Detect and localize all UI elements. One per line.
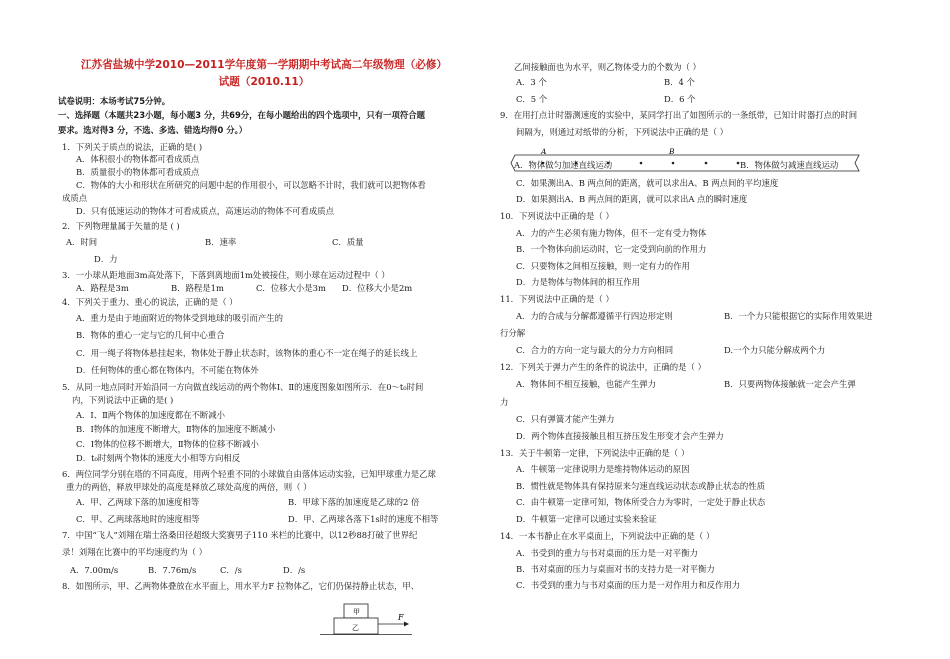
q6-option-a: A．甲、乙两球下落的加速度相等 xyxy=(76,497,200,507)
section1-heading-cont: 要求。选对得3 分，不选、多选、错选均得0 分。） xyxy=(58,125,248,135)
q6-option-d: D．甲、乙两球各落下1s时的速度不相等 xyxy=(288,514,439,524)
question-12: 12．下列关于弹力产生的条件的说法中，正确的是（ ） xyxy=(500,362,706,372)
q9-option-a: A．物体做匀加速直线运动 xyxy=(514,160,613,170)
question-8-cont: 乙间接触面也为水平，则乙物体受力的个数为（ ） xyxy=(514,62,701,72)
q1-option-a: A．体积很小的物体都可看成质点 xyxy=(76,154,200,164)
question-5: 5．从同一地点同时开始沿同一方向做直线运动的两个物体Ⅰ、Ⅱ的速度图象如图所示．在0～t₀时间 xyxy=(62,382,424,392)
tape-dot xyxy=(705,162,708,165)
question-1: 1．下列关于质点的说法，正确的是( ) xyxy=(62,142,203,152)
q1-option-b: B．质量很小的物体都可看成质点 xyxy=(76,167,200,177)
question-4: 4．下列关于重力、重心的说法，正确的是（ ） xyxy=(62,297,238,307)
q12-option-c: C．只有弹簧才能产生弹力 xyxy=(516,414,615,424)
label-yi: 乙 xyxy=(352,624,359,632)
q11-option-c: C．合力的方向一定与最大的分力方向相同 xyxy=(516,345,674,355)
question-14: 14．一本书静止在水平桌面上，下列说法中正确的是（ ） xyxy=(500,531,715,541)
q10-option-d: D．力是物体与物体间的相互作用 xyxy=(516,277,640,287)
q7-option-d: D．/s xyxy=(283,565,306,575)
question-9: 9．在用打点计时器测速度的实验中，某同学打出了如图所示的一条纸带，已知计时器打点的时间 xyxy=(500,110,858,120)
q2-option-a: A．时间 xyxy=(66,237,98,247)
q4-option-c: C．用一绳子将物体悬挂起来，物体处于静止状态时，该物体的重心不一定在绳子的延长线上 xyxy=(76,348,418,358)
q9-option-d: D．如果测出A、B 两点间的距离，就可以求出A 点的瞬时速度 xyxy=(516,194,748,204)
q8-option-c: C．5 个 xyxy=(516,94,548,104)
q4-option-a: A．重力是由于地面附近的物体受到地球的吸引而产生的 xyxy=(76,313,284,323)
tape-dot xyxy=(737,162,740,165)
question-7-cont: 录！刘翔在比赛中的平均速度约为（ ） xyxy=(62,547,208,557)
q11-option-a: A．力的合成与分解都遵循平行四边形定则 xyxy=(516,311,673,321)
q11-option-b-cont: 行分解 xyxy=(500,328,526,338)
q14-option-b: B．书对桌面的压力与桌面对书的支持力是一对平衡力 xyxy=(516,564,715,574)
tape-dot xyxy=(640,162,643,165)
q13-option-a: A．牛顿第一定律说明力是维持物体运动的原因 xyxy=(516,464,690,474)
q5-option-b: B．Ⅰ物体的加速度不断增大，Ⅱ物体的加速度不断减小 xyxy=(76,424,276,434)
q12-option-a: A．物体间不相互接触，也能产生弹力 xyxy=(516,379,657,389)
q2-option-d: D．力 xyxy=(94,254,118,264)
q1-option-c: C．物体的大小和形状在所研究的问题中起的作用很小，可以忽略不计时，我们就可以把物体看 xyxy=(76,180,426,190)
q13-option-c: C．由牛顿第一定律可知，物体所受合力为零时，一定处于静止状态 xyxy=(516,497,766,507)
question-10: 10．下列说法中正确的是（ ） xyxy=(500,211,614,221)
q7-option-b: B．7.76m/s xyxy=(148,565,197,575)
q4-option-d: D．任何物体的重心都在物体内，不可能在物体外 xyxy=(76,365,259,375)
q9-option-b: B．物体做匀减速直线运动 xyxy=(740,160,839,170)
q8-option-d: D．6 个 xyxy=(664,94,696,104)
q3-option-a: A．路程是3m xyxy=(76,283,129,293)
question-13: 13．关于牛顿第一定律，下列说法中正确的是（ ） xyxy=(500,448,690,458)
q6-option-c: C．甲、乙两球落地时的速度相等 xyxy=(76,514,200,524)
q13-option-d: D．牛顿第一定律可以通过实验来验证 xyxy=(516,514,657,524)
q8-option-a: A．3 个 xyxy=(516,77,547,87)
label-jia: 甲 xyxy=(353,608,360,616)
q14-option-c: C．书受到的重力与书对桌面的压力是一对作用力和反作用力 xyxy=(516,580,741,590)
q12-option-b: B．只要两物体接触就一定会产生弹 xyxy=(724,379,856,389)
q2-option-c: C．质量 xyxy=(332,237,364,247)
question-7: 7．中国“飞人”刘翔在瑞士洛桑田径超级大奖赛男子110 米栏的比赛中，以12秒88打破了世界纪 xyxy=(62,530,418,540)
q3-option-c: C．位移大小是3m xyxy=(256,283,326,293)
q12-option-b-cont: 力 xyxy=(500,397,509,407)
q7-option-a: A．7.00m/s xyxy=(70,565,119,575)
q11-option-d: D.一个力只能分解成两个力 xyxy=(724,345,826,355)
q13-option-b: B．惯性就是物体具有保持原来匀速直线运动状态或静止状态的性质 xyxy=(516,481,766,491)
question-6: 6．两位同学分别在塔的不同高度，用两个轻重不同的小球做自由落体运动实验，已知甲球重力是乙球 xyxy=(62,469,436,479)
q7-option-c: C．/s xyxy=(220,565,242,575)
q3-option-b: B．路程是1m xyxy=(171,283,224,293)
q5-option-d: D．t₀时刻两个物体的速度大小相等方向相反 xyxy=(76,453,241,463)
tape-dot xyxy=(672,162,675,165)
q5-option-c: C．Ⅰ物体的位移不断增大，Ⅱ物体的位移不断减小 xyxy=(76,439,259,449)
question-9-cont: 间隔为，则通过对纸带的分析，下列说法中正确的是（ ） xyxy=(516,127,729,137)
tape-label-a: A xyxy=(541,147,547,156)
question-11: 11．下列说法中正确的是（ ） xyxy=(500,294,614,304)
q4-option-b: B．物体的重心一定与它的几何中心重合 xyxy=(76,330,225,340)
q10-option-c: C．只要物体之间相互接触，则一定有力的作用 xyxy=(516,261,690,271)
q8-option-b: B．4 个 xyxy=(664,77,695,87)
q3-option-d: D．位移大小是2m xyxy=(342,283,413,293)
question-6-cont: 重力的两倍，释放甲球处的高度是释放乙球处高度的两倍，则（ ） xyxy=(66,482,312,492)
q1-option-d: D．只有低速运动的物体才可看成质点，高速运动的物体不可看成质点 xyxy=(76,206,334,216)
question-8: 8．如图所示，甲、乙两物体叠放在水平面上，用水平力F 拉物体乙，它们仍保持静止状态，甲、 xyxy=(62,581,420,591)
q12-option-d: D．两个物体直接接触且相互挤压发生形变才会产生弹力 xyxy=(516,431,724,441)
question-2: 2．下列物理量属于矢量的是 ( ) xyxy=(62,221,180,231)
label-force: F xyxy=(398,613,404,622)
q6-option-b: B．甲球下落的加速度是乙球的2 倍 xyxy=(288,497,420,507)
q14-option-a: A．书受到的重力与书对桌面的压力是一对平衡力 xyxy=(516,548,698,558)
q10-option-a: A．力的产生必须有施力物体，但不一定有受力物体 xyxy=(516,228,707,238)
question-3: 3．一小球从距地面3m高处落下，下落到离地面1m处被接住，则小球在运动过程中（ ） xyxy=(62,270,390,280)
q8-blocks-figure xyxy=(318,602,414,642)
question-5-cont: 内，下列说法中正确的是( ) xyxy=(72,395,174,405)
q9-option-c: C．如果测出A、B 两点间的距离，就可以求出A、B 两点间的平均速度 xyxy=(516,178,779,188)
q1-option-c-cont: 成质点 xyxy=(62,193,88,203)
force-arrow-head xyxy=(404,622,409,627)
q11-option-b: B．一个力只能根据它的实际作用效果进 xyxy=(724,311,873,321)
q2-option-b: B．速率 xyxy=(205,237,237,247)
exam-title-line2: 试题（2010.11） xyxy=(218,76,310,88)
q5-option-a: A．Ⅰ、Ⅱ两个物体的加速度都在不断减小 xyxy=(76,410,226,420)
q10-option-b: B．一个物体向前运动时，它一定受到向前的作用力 xyxy=(516,244,707,254)
section1-heading: 一、选择题（本题共23小题，每小题3 分，共69分，在每小题给出的四个选项中，只有一项符合题 xyxy=(58,110,426,120)
exam-note: 试卷说明：本场考试75分钟。 xyxy=(58,96,171,106)
tape-label-b: B xyxy=(669,147,675,156)
exam-title-line1: 江苏省盐城中学2010—2011学年度第一学期期中考试高二年级物理（必修） xyxy=(80,59,448,71)
